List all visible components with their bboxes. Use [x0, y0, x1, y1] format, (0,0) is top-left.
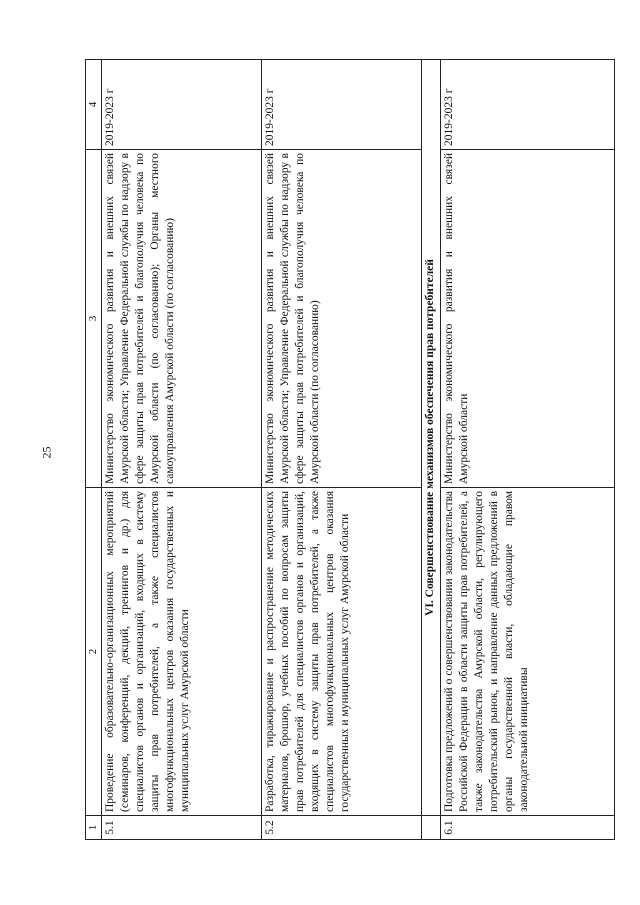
header-col-4: 4 — [86, 60, 102, 150]
section-row — [421, 60, 440, 840]
row-executors: Министерство экономического развития и внешних связей Амурской области — [440, 150, 614, 488]
row-measure: Разработка, тиражирование и распространение методических материалов, брошюр, учебных пособий по вопросам защиты прав потребителей для специалистов органов и организаций, входящих в систему защиты прав потребителей, а также специалистов многофункциональных центров оказания государственных и муниципальных услуг Амурской области — [261, 488, 421, 816]
page-number: 25 — [39, 446, 54, 459]
row-period: 2019-2023 г — [101, 60, 261, 150]
section-spacer — [421, 816, 440, 840]
table-row — [440, 60, 614, 840]
table-row — [101, 60, 261, 840]
table-row — [261, 60, 421, 840]
measures-table — [85, 59, 615, 840]
rotated-table-container — [85, 60, 615, 840]
row-measure: Подготовка предложений о совершенствовании законодательства Российской Федерации в области защиты прав потребителей, а также законодательства Амурской области, регулирующего потребительский рынок, и направление данных предложений в органы государственной власти, обладающие правом законодательной инициативы — [440, 488, 614, 816]
row-measure: Проведение образовательно-организационных мероприятий (семинаров, конференций, декций, тренингов и др.) для специалистов органов и организаций, входящих в систему защиты прав потребителей, а также специалистов многофункциональных центров оказания государственных и муниципальных услуг Амурской области — [101, 488, 261, 816]
section-title: VI. Совершенствование механизмов обеспечения прав потребителей — [421, 60, 440, 816]
row-period: 2019-2023 г — [440, 60, 614, 150]
row-number: 6.1 — [440, 816, 614, 840]
header-col-3: 3 — [86, 150, 102, 488]
row-executors: Министерство экономического развития и внешних связей Амурской области; Управление Федеральной службы по надзору в сфере защиты прав потребителей и благополучия человека по Амурской области (по согласованию); Органы местного самоуправления Амурской области (по согласованию) — [101, 150, 261, 488]
header-col-2: 2 — [86, 488, 102, 816]
row-executors: Министерство экономического развития и внешних связей Амурской области; Управление Федеральной службы по надзору в сфере защиты прав потребителей и благополучия человека по Амурской области (по согласованию) — [261, 150, 421, 488]
row-period: 2019-2023 г — [261, 60, 421, 150]
row-number: 5.2 — [261, 816, 421, 840]
table-header-row — [86, 60, 102, 840]
header-col-1: 1 — [86, 816, 102, 840]
row-number: 5.1 — [101, 816, 261, 840]
